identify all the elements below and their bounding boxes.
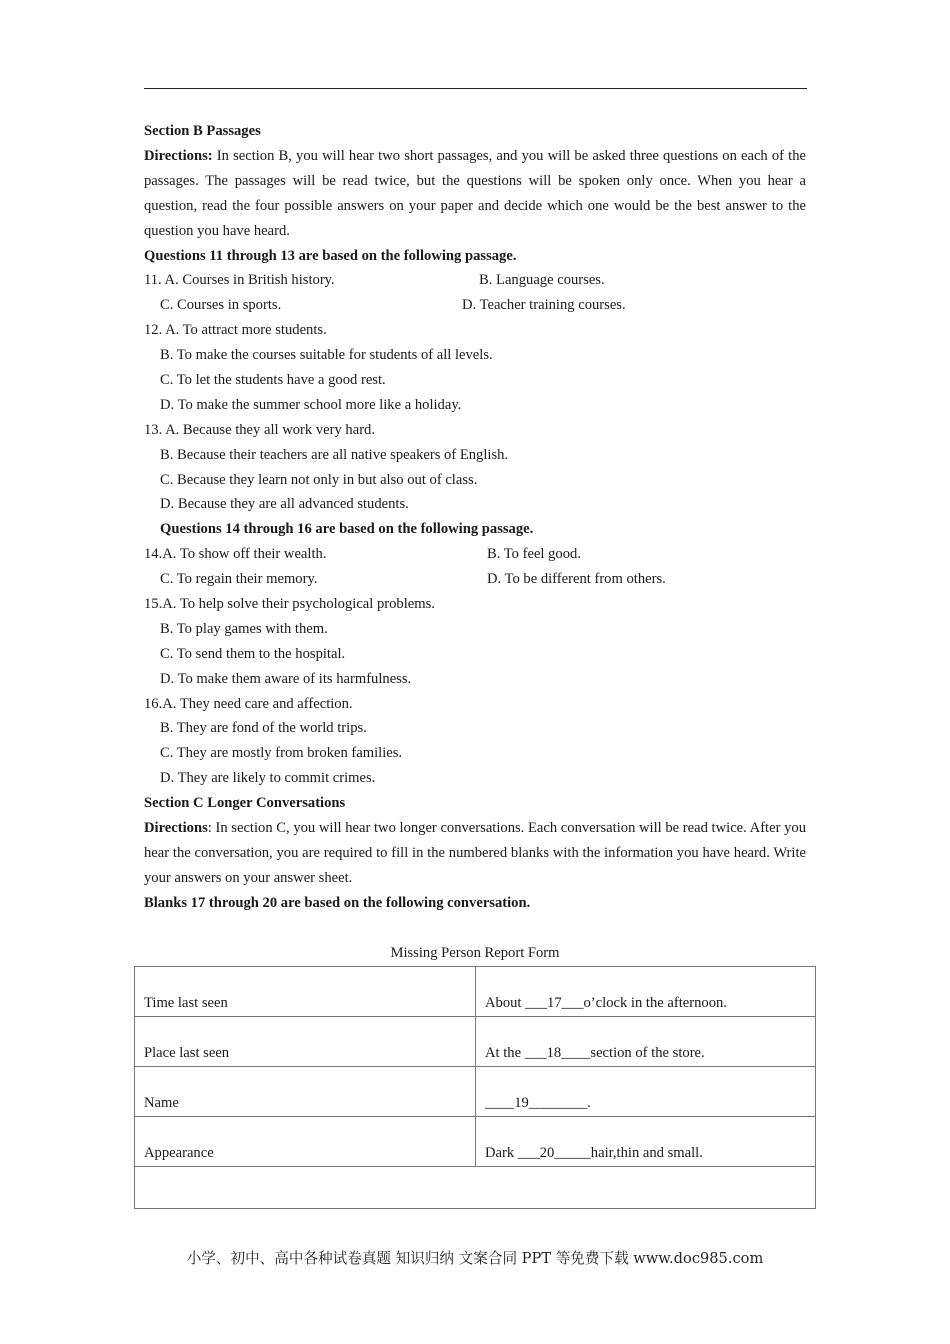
table-row <box>135 1117 816 1167</box>
directions-label: Directions <box>144 820 208 836</box>
q12-option-a: 12. A. To attract more students. <box>144 322 327 339</box>
row-label: Time last seen <box>135 967 476 1017</box>
empty-cell <box>135 1167 816 1209</box>
q14-option-d: D. To be different from others. <box>487 571 666 588</box>
q13-option-b: B. Because their teachers are all native speakers of English. <box>160 446 509 463</box>
q13-option-a: 13. A. Because they all work very hard. <box>144 421 375 438</box>
group2-heading: Questions 14 through 16 are based on the following passage. <box>160 521 534 538</box>
header-rule <box>144 88 807 89</box>
question-14-row2 <box>144 567 806 592</box>
row-value: About ___17___o’clock in the afternoon. <box>476 967 816 1017</box>
directions-label: Directions: <box>144 147 213 164</box>
q15-option-c: C. To send them to the hospital. <box>160 645 346 662</box>
q11-option-a: 11. A. Courses in British history. <box>144 272 335 289</box>
section-b-directions <box>144 144 806 244</box>
q14-option-c: C. To regain their memory. <box>160 571 318 588</box>
document-body <box>144 119 806 916</box>
section-c-directions <box>144 816 806 891</box>
q16-option-a: 16.A. They need care and affection. <box>144 695 353 712</box>
q15-option-d: D. To make them aware of its harmfulness. <box>160 670 412 687</box>
row-label: Place last seen <box>135 1017 476 1067</box>
missing-person-form <box>134 966 816 1209</box>
q12-option-c: C. To let the students have a good rest. <box>160 371 386 388</box>
row-value: ____19________. <box>476 1067 816 1117</box>
q15-option-b: B. To play games with them. <box>160 620 328 637</box>
q13-option-c: C. Because they learn not only in but also out of class. <box>160 471 478 488</box>
table-row-empty <box>135 1167 816 1209</box>
section-c-title: Section C Longer Conversations <box>144 795 346 812</box>
question-11-row1 <box>144 268 806 293</box>
table-row <box>135 1067 816 1117</box>
q14-option-b: B. To feel good. <box>487 546 581 563</box>
question-14-row1 <box>144 542 806 567</box>
q16-option-d: D. They are likely to commit crimes. <box>160 770 376 787</box>
q12-option-d: D. To make the summer school more like a holiday. <box>160 396 462 413</box>
blanks-heading: Blanks 17 through 20 are based on the following conversation. <box>144 894 531 911</box>
row-value: At the ___18____section of the store. <box>476 1017 816 1067</box>
q14-option-a: 14.A. To show off their wealth. <box>144 546 327 563</box>
group1-heading: Questions 11 through 13 are based on the following passage. <box>144 247 517 264</box>
q11-option-c: C. Courses in sports. <box>160 297 282 314</box>
q13-option-d: D. Because they are all advanced students. <box>160 496 409 513</box>
q12-option-b: B. To make the courses suitable for students of all levels. <box>160 347 493 364</box>
q11-option-d: D. Teacher training courses. <box>462 297 626 314</box>
page-footer: 小学、初中、高中各种试卷真题 知识归纳 文案合同 PPT 等免费下载 www.doc985.com <box>186 1250 764 1267</box>
form-caption: Missing Person Report Form <box>390 945 560 961</box>
question-11-row2 <box>144 293 806 318</box>
row-label: Name <box>135 1067 476 1117</box>
directions-text: In section B, you will hear two short passages, and you will be asked three questions on each of the passages. The passages will be read twice, but the questions will be spoken only once. When you hear a question, read the four possible answers on your paper and decide which one would be the best answer to the question you have heard. <box>144 147 806 239</box>
table-row <box>135 1017 816 1067</box>
q16-option-b: B. They are fond of the world trips. <box>160 720 367 737</box>
directions-text: : In section C, you will hear two longer conversations. Each conversation will be read twice. After you hear the conversation, you are required to fill in the numbered blanks with the information you have heard. Write your answers on your answer sheet. <box>144 820 806 886</box>
row-value: Dark ___20_____hair,thin and small. <box>476 1117 816 1167</box>
row-label: Appearance <box>135 1117 476 1167</box>
q11-option-b: B. Language courses. <box>479 272 605 289</box>
table-row <box>135 967 816 1017</box>
q15-option-a: 15.A. To help solve their psychological problems. <box>144 595 435 612</box>
section-b-title: Section B Passages <box>144 123 261 139</box>
q16-option-c: C. They are mostly from broken families. <box>160 745 403 762</box>
